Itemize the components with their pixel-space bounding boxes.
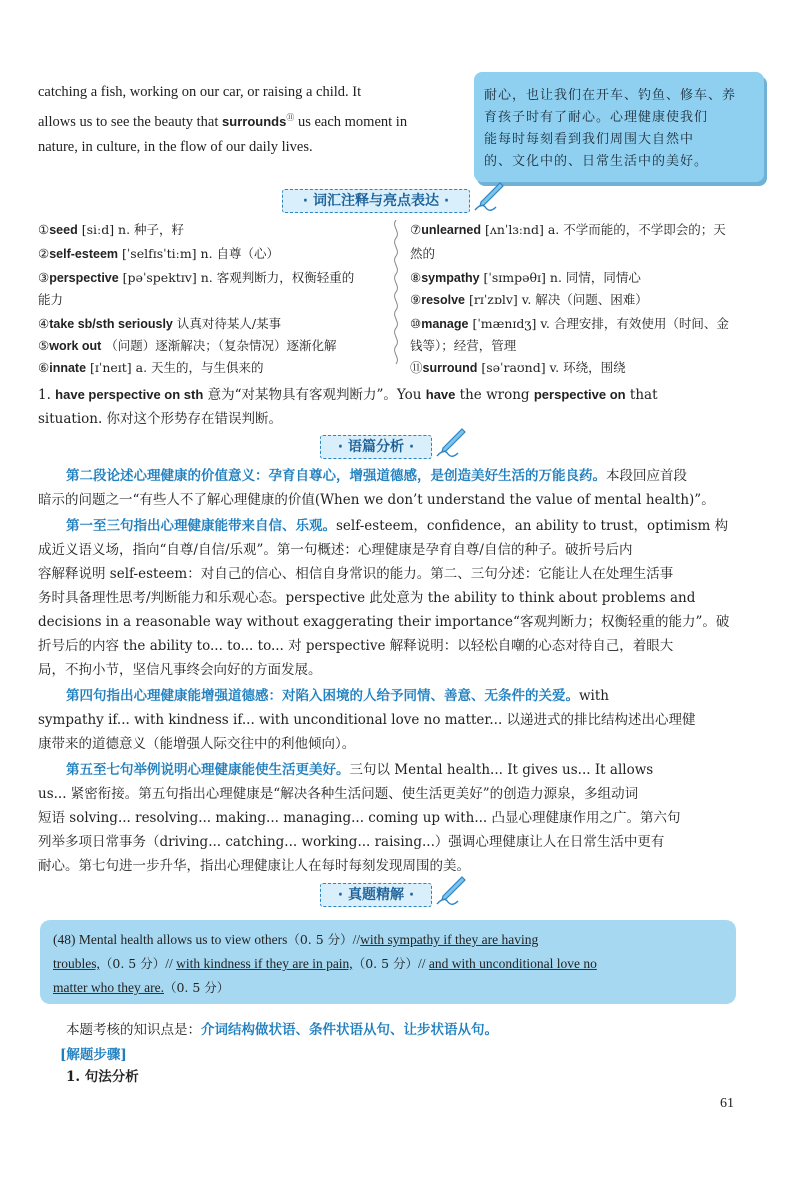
analysis-line: 容解释说明 self-esteem：对自己的信心、相信自身常识的能力。第二、三句分述：它能让人在处理生活事 (38, 566, 674, 582)
note-line-1: 1. have perspective on sth 意为“对某物具有客观判断力”。You have the wrong perspective on that (38, 387, 658, 403)
english-paragraph (38, 80, 463, 160)
translation-line-2: 育孩子时有了耐心。心理健康使我们 (484, 110, 709, 125)
analysis-line: 第一至三句指出心理健康能带来自信、乐观。self-esteem，confidence，an ability to trust，optimism 构 (66, 518, 729, 534)
analysis-line: 第二段论述心理健康的价值意义：孕育自尊心，增强道德感，是创造美好生活的万能良药。本段回应首段 (66, 468, 687, 484)
vocab-item: ⑦unlearned [ʌnˈlɜːnd] a. 不学而能的，不学即会的；天 (410, 222, 726, 237)
analysis-line: 康带来的道德意义（能增强人际交往中的利他倾向）。 (38, 736, 356, 752)
translation-box (474, 72, 764, 182)
analysis-line: 第五至七句举例说明心理健康能使生活更美好。三句以 Mental health... It gives us... It allows (66, 762, 654, 778)
vocab-item: ①seed [siːd] n. 种子，籽 (38, 222, 185, 237)
english-line-2: allows us to see the beauty that surrounds⑪ us each moment in (38, 113, 408, 130)
analysis-line: decisions in a reasonable way without exaggerating their importance“客观判断力；权衡轻重的能力”。破 (38, 614, 730, 630)
syntax-analysis-heading: 1. 句法分析 (66, 1069, 139, 1085)
analysis-line: 短语 solving... resolving... making... managing... coming up with... 凸显心理健康作用之广。第六句 (38, 810, 681, 826)
answer-section-header (320, 880, 500, 908)
vocab-item: ⑥innate [ɪˈneɪt] a. 天生的，与生俱来的 (38, 360, 264, 375)
analysis-line: 务时具备理性思考/判断能力和乐观心态。perspective 此处意为 the ability to think about problems and (38, 590, 696, 606)
vocab-item: ⑧sympathy [ˈsɪmpəθɪ] n. 同情，同情心 (410, 270, 641, 285)
knowledge-points: 本题考核的知识点是：介词结构做状语、条件状语从句、让步状语从句。 (66, 1022, 498, 1038)
analysis-line: 耐心。第七句进一步升华，指出心理健康让人在每时每刻发现周围的美。 (38, 858, 470, 874)
column-divider (389, 220, 403, 370)
vocab-item: ③perspective [pəˈspektɪv] n. 客观判断力，权衡轻重的 (38, 270, 355, 285)
english-line-3: nature, in culture, in the flow of our daily lives. (38, 138, 313, 155)
vocab-item: ②self-esteem [ˈselfɪsˈtiːm] n. 自尊（心） (38, 246, 280, 261)
analysis-line: 成近义语义场，指向“自尊/自信/乐观”。第一句概述：心理健康是孕育自尊/自信的种子。破折号后内 (38, 542, 633, 558)
vocab-section-header (282, 186, 522, 214)
pen-icon (434, 426, 468, 460)
vocab-item: ⑪surround [səˈraʊnd] v. 环绕，围绕 (410, 360, 626, 375)
analysis-header-label: · 语篇分析 · (320, 435, 432, 459)
answer-line-1: (48) Mental health allows us to view others（0. 5 分）//with sympathy if they are having (53, 932, 539, 947)
vocab-item-continued: 然的 (410, 246, 436, 261)
analysis-line: 折号后的内容 the ability to... to... to... 对 perspective 解释说明：以轻松自嘲的心态对待自己，着眼大 (38, 638, 674, 654)
analysis-section-header (320, 432, 500, 460)
answer-line-2: troubles,（0. 5 分）// with kindness if they are in pain,（0. 5 分）// and with unconditional love no (53, 956, 597, 971)
pen-icon (472, 180, 506, 214)
page-number: 61 (720, 1096, 734, 1111)
analysis-line: sympathy if... with kindness if... with unconditional love no matter... 以递进式的排比结构述出心理健 (38, 712, 696, 728)
vocab-note-1 (38, 383, 760, 431)
vocab-item: ⑤work out （问题）逐渐解决；（复杂情况）逐渐化解 (38, 338, 337, 353)
vocab-item-continued: 钱等）；经营，管理 (410, 338, 517, 353)
answer-box (40, 920, 736, 1004)
english-line-1: catching a fish, working on our car, or raising a child. It (38, 84, 362, 100)
vocab-header-label: · 词汇注释与亮点表达 · (282, 189, 470, 213)
note-line-2: situation. 你对这个形势存在错误判断。 (38, 411, 283, 427)
answer-header-label: · 真题精解 · (320, 883, 432, 907)
vocab-item: ④take sb/sth seriously 认真对待某人/某事 (38, 316, 282, 331)
vocab-item: ⑩manage [ˈmænɪdʒ] v. 合理安排，有效使用（时间、金 (410, 316, 729, 331)
analysis-line: 暗示的问题之一“有些人不了解心理健康的价值(When we don’t understand the value of mental health)”。 (38, 492, 715, 508)
solution-steps-tag: [解题步骤] (60, 1047, 127, 1063)
analysis-line: 局，不拘小节，坚信凡事终会向好的方面发展。 (38, 662, 322, 678)
translation-line-3: 能每时每刻看到我们周围大自然中 (484, 132, 695, 147)
vocab-item: ⑨resolve [rɪˈzɒlv] v. 解决（问题、困难） (410, 292, 648, 307)
analysis-line: 第四句指出心理健康能增强道德感：对陷入困境的人给予同情、善意、无条件的关爱。with (66, 688, 609, 704)
translation-line-1: 耐心，也让我们在开车、钓鱼、修车、养 (484, 88, 737, 103)
pen-icon (434, 874, 468, 908)
vocab-item-continued: 能力 (38, 292, 64, 307)
translation-line-4: 的、文化中的、日常生活中的美好。 (484, 154, 709, 169)
analysis-line: us... 紧密衔接。第五句指出心理健康是“解决各种生活问题、使生活更美好”的创造力源泉，多组动词 (38, 786, 639, 802)
analysis-line: 列举多项日常事务（driving... catching... working... raising...）强调心理健康让人在日常生活中更有 (38, 834, 665, 850)
answer-line-3: matter who they are.（0. 5 分） (53, 980, 230, 995)
